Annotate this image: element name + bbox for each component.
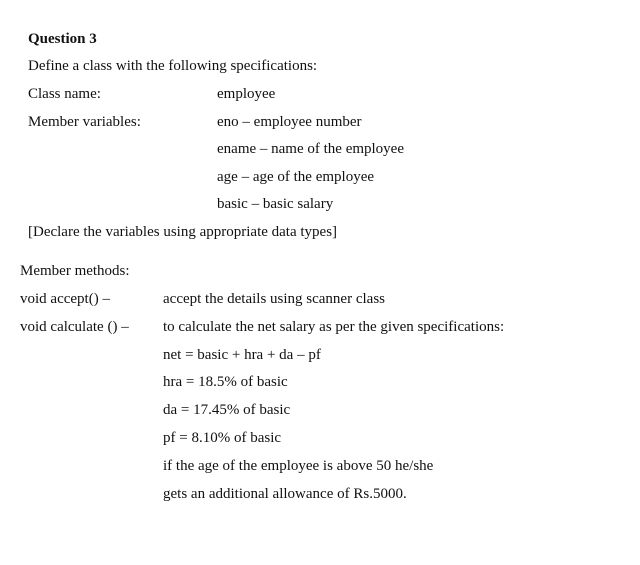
method-calculate-description: to calculate the net salary as per the given specifications:	[163, 319, 505, 335]
member-methods-label: Member methods:	[20, 263, 130, 279]
question-title: Question 3	[28, 31, 97, 47]
member-variables-label: Member variables:	[28, 114, 141, 130]
formula-net: net = basic + hra + da – pf	[163, 347, 321, 363]
formula-hra: hra = 18.5% of basic	[163, 374, 288, 390]
variable-basic: basic – basic salary	[217, 196, 334, 212]
method-accept-description: accept the details using scanner class	[163, 291, 385, 307]
class-name-value: employee	[217, 86, 276, 102]
variable-ename: ename – name of the employee	[217, 141, 405, 157]
formula-pf: pf = 8.10% of basic	[163, 430, 282, 446]
method-accept-name: void accept() –	[20, 291, 110, 307]
variable-eno: eno – employee number	[217, 114, 362, 130]
method-calculate-name: void calculate () –	[20, 319, 129, 335]
formula-da: da = 17.45% of basic	[163, 402, 291, 418]
declare-note: [Declare the variables using appropriate data types]	[28, 224, 338, 240]
condition-line-2: gets an additional allowance of Rs.5000.	[163, 486, 407, 502]
class-name-label: Class name:	[28, 86, 101, 102]
variable-age: age – age of the employee	[217, 169, 375, 185]
condition-line-1: if the age of the employee is above 50 he/she	[163, 458, 434, 474]
question-intro: Define a class with the following specifications:	[28, 58, 318, 74]
